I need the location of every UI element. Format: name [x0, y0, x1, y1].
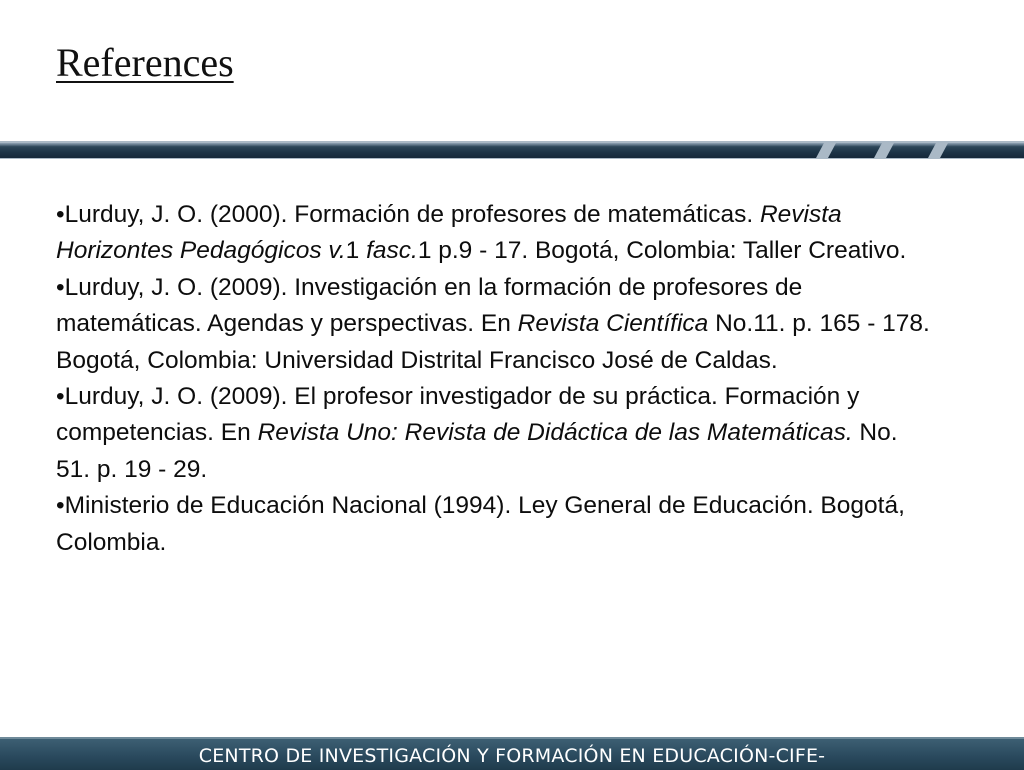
- reference-text: 1: [345, 237, 367, 265]
- band-main-segment: [0, 143, 824, 158]
- reference-text: No.11. p. 165 - 178. Bogotá, Colombia: Universidad Distrital Francisco José de Caldas.: [56, 310, 930, 374]
- slide-title: References: [56, 40, 234, 85]
- bullet: •: [56, 383, 65, 411]
- footer-text: CENTRO DE INVESTIGACIÓN Y FORMACIÓN EN EDUCACIÓN-CIFE-: [198, 745, 826, 767]
- reference-item: [56, 488, 936, 561]
- journal-title: Revista Horizontes Pedagógicos v.: [56, 201, 842, 265]
- reference-item: [56, 270, 936, 379]
- band-segment-2: [886, 143, 936, 158]
- header-divider-band: [0, 139, 1024, 161]
- band-segment-3: [940, 143, 1024, 158]
- fascicle-label: fasc.: [366, 237, 418, 265]
- footer-bar: [0, 737, 1024, 770]
- bullet: •: [56, 201, 65, 228]
- reference-text: Lurduy, J. O. (2000). Formación de profesores de matemáticas.: [64, 201, 760, 228]
- reference-text: No. 51. p. 19 - 29.: [56, 419, 898, 483]
- reference-item: [56, 379, 936, 488]
- reference-text: Lurduy, J. O. (2009). El profesor investigador de su práctica. Formación y competencias. En: [56, 383, 860, 447]
- journal-title: Revista Uno: Revista de Didáctica de las Matemáticas.: [257, 419, 853, 447]
- reference-text: Lurduy, J. O. (2009). Investigación en la formación de profesores de matemáticas. Agendas y perspectivas. En: [56, 273, 803, 338]
- bullet: •: [56, 273, 65, 301]
- bullet: •: [56, 492, 65, 520]
- reference-item: [56, 197, 936, 270]
- band-segment-1: [828, 143, 882, 158]
- references-list: [56, 197, 936, 561]
- reference-text: Ministerio de Educación Nacional (1994). Ley General de Educación. Bogotá, Colombia.: [56, 492, 905, 556]
- reference-text: 1 p.9 - 17. Bogotá, Colombia: Taller Creativo.: [417, 237, 907, 265]
- journal-title: Revista Científica: [517, 310, 709, 338]
